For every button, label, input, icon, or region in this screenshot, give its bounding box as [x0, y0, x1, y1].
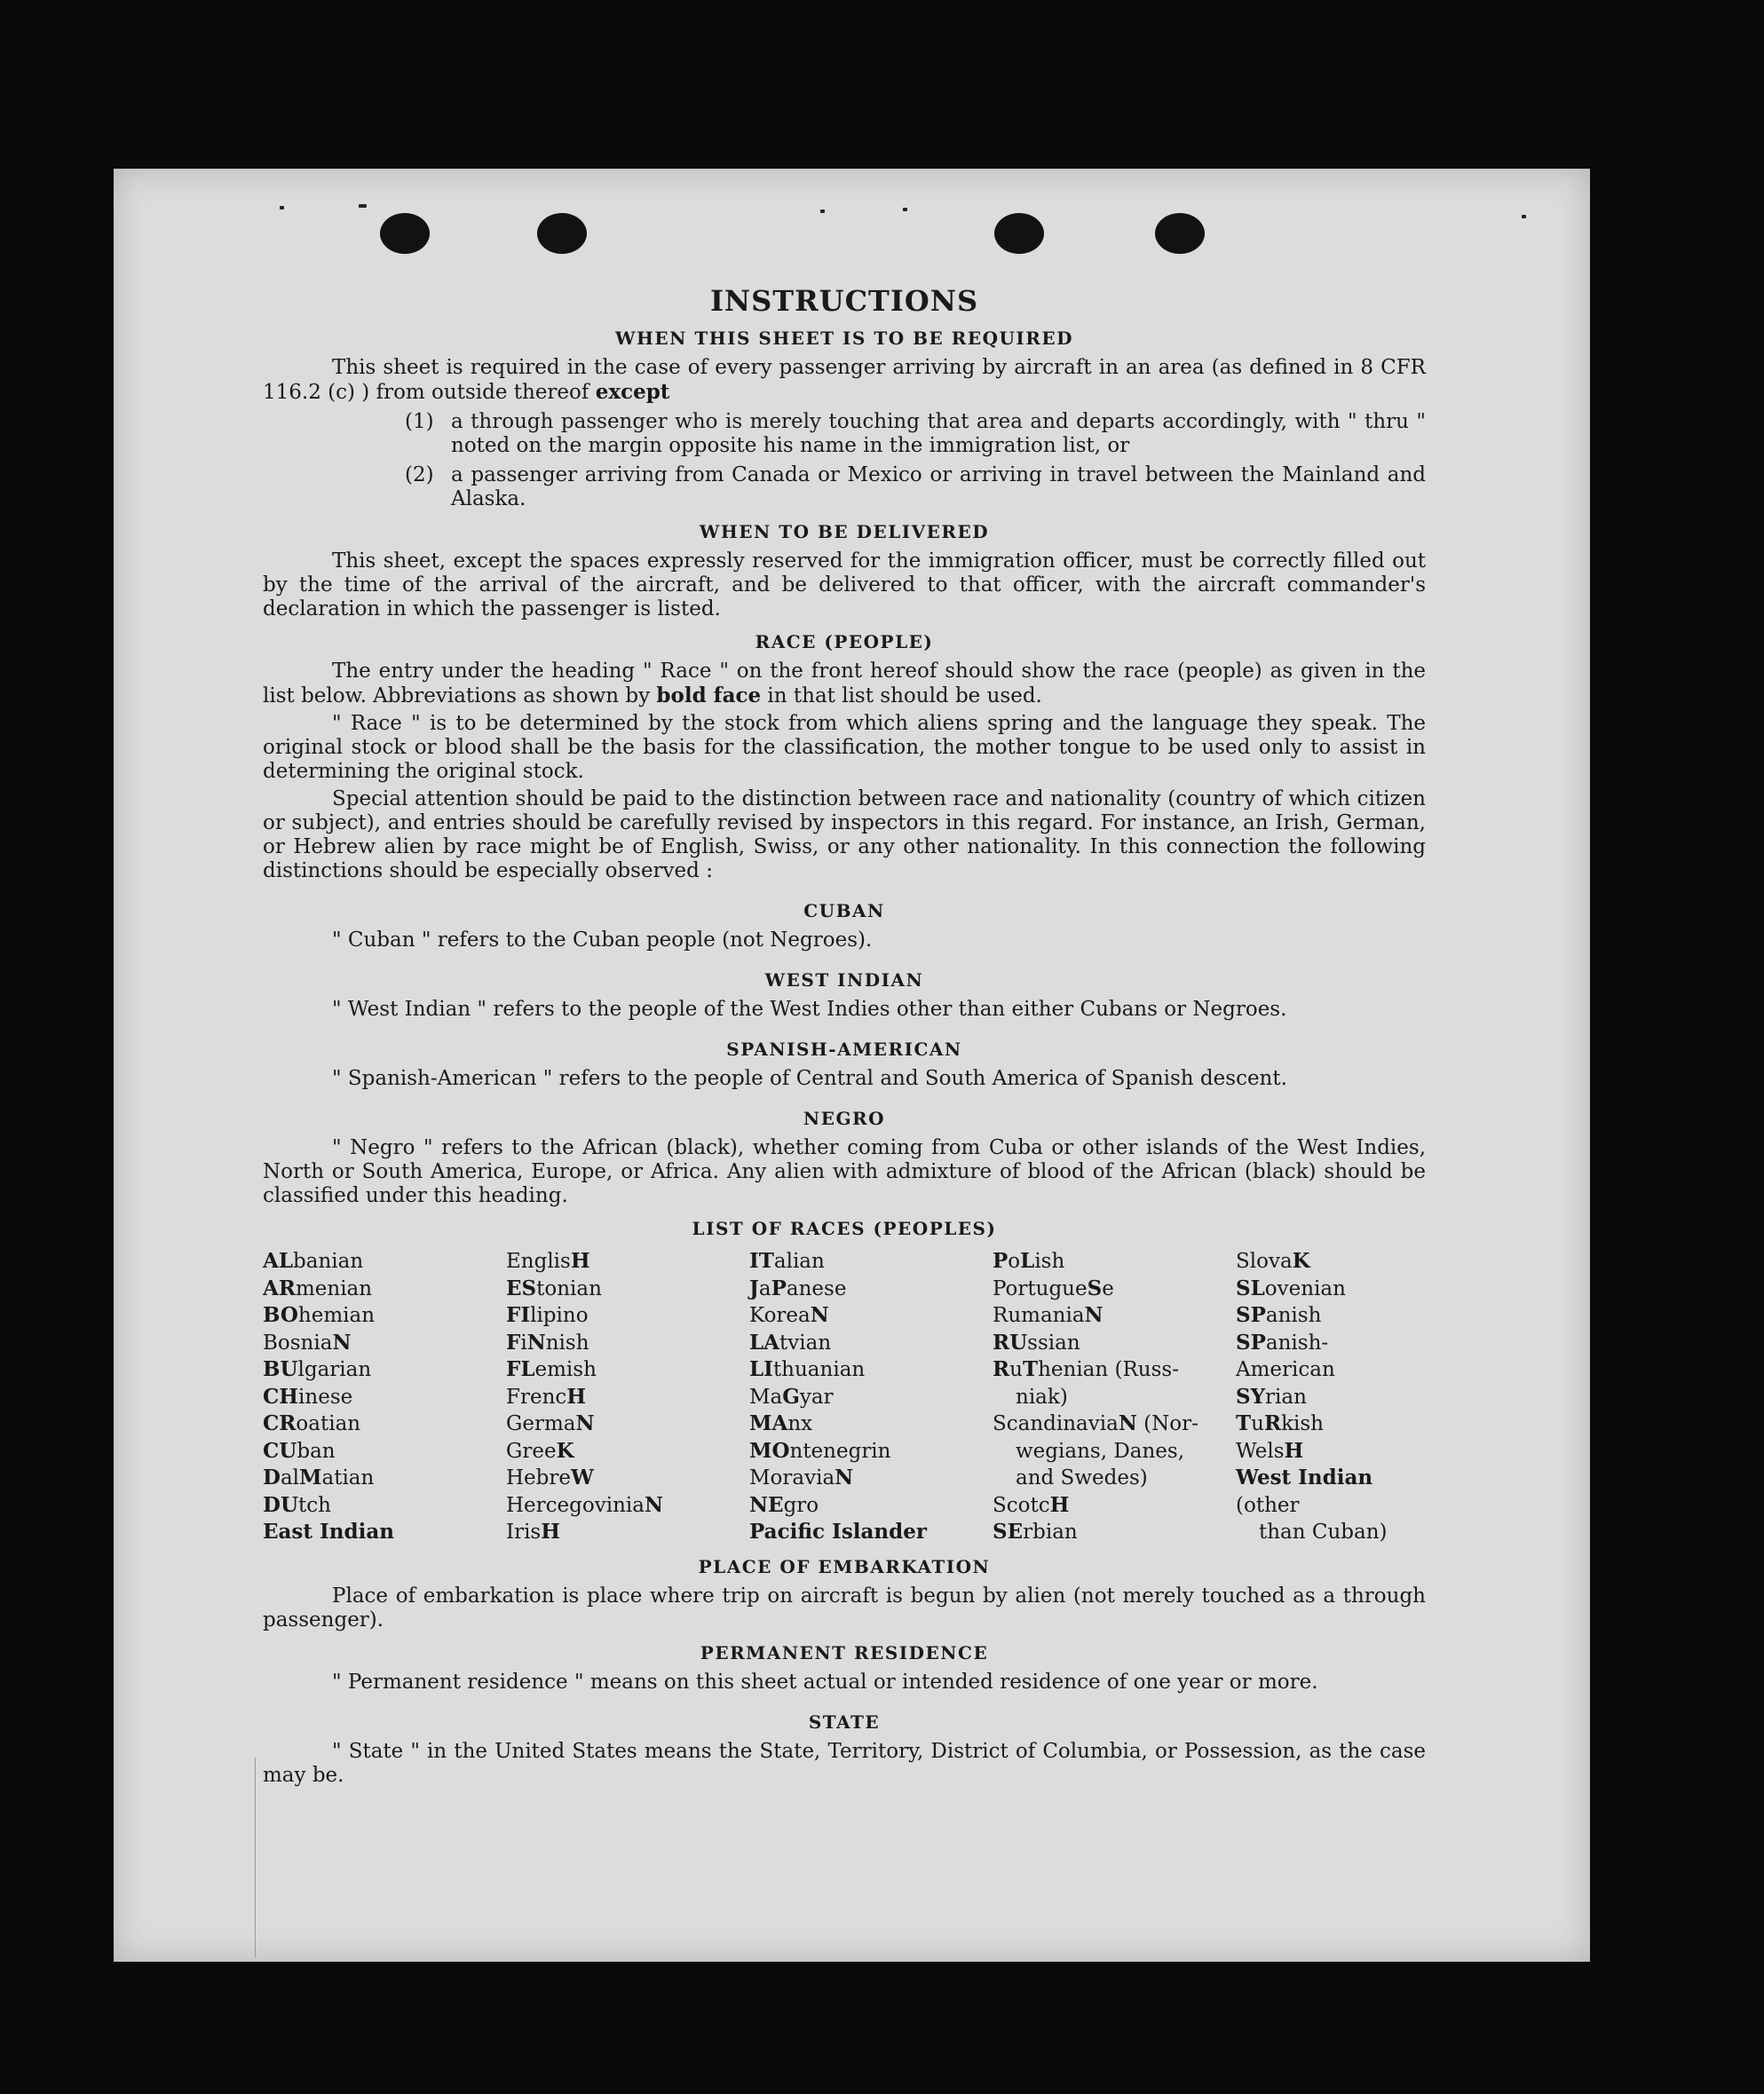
heading-delivered: WHEN TO BE DELIVERED — [699, 521, 990, 542]
race-list-item-continuation: niak) — [1016, 1385, 1068, 1409]
race-list-item: ScandinaviaN (Nor- — [993, 1411, 1198, 1435]
race-list-item: BUlgarian — [263, 1357, 372, 1381]
race-list-item: SlovaK — [1236, 1249, 1310, 1273]
margin-rule — [255, 1758, 256, 1957]
race-list-item: West Indian (other — [1236, 1466, 1373, 1517]
race-list-item: FrencH — [506, 1384, 586, 1409]
race-list-item: IrisH — [506, 1520, 560, 1544]
heading-spanish-american: SPANISH-AMERICAN — [726, 1039, 962, 1060]
race-list-item: MaGyar — [749, 1384, 834, 1409]
paragraph-required: This sheet is required in the case of every passenger arriving by aircraft in an area (as defined in 8 CFR 116.2 (c) ) from outside thereof except — [263, 356, 1426, 404]
race-list-item: ScotcH — [993, 1492, 1070, 1517]
heading-west-indian: WEST INDIAN — [764, 969, 924, 991]
heading-negro: NEGRO — [803, 1108, 886, 1129]
race-list-item: JaPanese — [749, 1276, 847, 1300]
page-title: INSTRUCTIONS — [709, 284, 979, 318]
race-list-item: BosniaN — [263, 1330, 352, 1355]
race-list-item: FiNnish — [506, 1330, 589, 1355]
race-list-item: DUtch — [263, 1492, 331, 1517]
paragraph-delivered: This sheet, except the spaces expressly reserved for the immigration officer, must be correctly filled out by the time of the arrival of the aircraft, and be delivered to that officer, with the aircraft commander's declaration in which the passenger is listed. — [263, 549, 1426, 620]
race-list-column — [749, 1248, 993, 1546]
paragraph-race-1: The entry under the heading " Race " on the front hereof should show the race (people) as given in the list below. Abbreviations as shown by bold face in that list should be used. — [263, 660, 1426, 707]
race-list-item-continuation: wegians, Danes, — [1016, 1439, 1185, 1463]
race-list-item: TuRkish — [1236, 1411, 1324, 1435]
race-list-item: ARmenian — [263, 1276, 373, 1300]
race-list-item: ALbanian — [263, 1249, 364, 1273]
exception-item-2: (2) a passenger arriving from Canada or Mexico or arriving in travel between the Mainland and Alaska. — [405, 463, 1426, 510]
heading-list-of-races: LIST OF RACES (PEOPLES) — [692, 1218, 997, 1239]
race-list-item: FLemish — [506, 1357, 597, 1381]
paragraph-negro: " Negro " refers to the African (black), whether coming from Cuba or other islands of the West Indies, North or South America, Europe, or Africa. Any alien with admixture of blood of the African (black) should be classified under this heading. — [263, 1136, 1426, 1207]
paragraph-race-3: Special attention should be paid to the distinction between race and nationality (country of which citizen or subject), and entries should be carefully revised by inspectors in this regard. For instance, an Irish, German, or Hebrew alien by race might be of English, Swiss, or any other nationality. In this connection the following distinctions should be especially observed : — [263, 787, 1426, 882]
instructions-content — [263, 284, 1426, 1791]
race-list-item: FIlipino — [506, 1303, 589, 1327]
race-list-item: CRoatian — [263, 1411, 361, 1435]
race-list-item: SPanish-American — [1236, 1330, 1335, 1381]
speck — [359, 204, 367, 208]
paragraph-spanish-american: " Spanish-American " refers to the people of Central and South America of Spanish descent. — [332, 1067, 1287, 1090]
race-list-item: CHinese — [263, 1384, 353, 1409]
race-list-item: DalMatian — [263, 1466, 375, 1490]
heading-embarkation: PLACE OF EMBARKATION — [698, 1555, 991, 1577]
paragraph-state: " State " in the United States means the State, Territory, District of Columbia, or Possession, as the case may be. — [263, 1739, 1426, 1787]
race-list-column — [1236, 1248, 1426, 1546]
punch-hole-3 — [994, 213, 1044, 254]
race-list-item: CUban — [263, 1438, 336, 1463]
race-list-item: WelsH — [1236, 1438, 1304, 1463]
speck — [280, 206, 284, 209]
race-list-item: RumaniaN — [993, 1303, 1103, 1327]
race-list-column — [993, 1248, 1236, 1546]
race-list-item: ITalian — [749, 1249, 825, 1273]
race-list-item: MoraviaN — [749, 1466, 854, 1490]
race-list — [263, 1248, 1426, 1546]
race-list-item: SLovenian — [1236, 1276, 1346, 1300]
race-list-column — [263, 1248, 506, 1546]
race-list-item: BOhemian — [263, 1303, 376, 1327]
race-list-item: LIthuanian — [749, 1357, 866, 1381]
race-list-item: MAnx — [749, 1411, 813, 1435]
race-list-item: NEgro — [749, 1492, 819, 1517]
speck — [1522, 215, 1526, 218]
race-list-item: SPanish — [1236, 1303, 1322, 1327]
race-list-item: East Indian — [263, 1520, 394, 1544]
heading-race: RACE (PEOPLE) — [755, 631, 934, 652]
race-list-item-continuation: than Cuban) — [1259, 1521, 1388, 1544]
race-list-item: SErbian — [993, 1520, 1078, 1544]
race-list-item: RUssian — [993, 1330, 1080, 1355]
race-list-item: EStonian — [506, 1276, 602, 1300]
punch-hole-1 — [380, 213, 430, 254]
race-list-item: MOntenegrin — [749, 1438, 891, 1463]
race-list-item: HercegoviniaN — [506, 1492, 663, 1517]
paragraph-cuban: " Cuban " refers to the Cuban people (not Negroes). — [332, 928, 873, 952]
paragraph-west-indian: " West Indian " refers to the people of the West Indies other than either Cubans or Negroes. — [332, 998, 1287, 1021]
race-list-item: HebreW — [506, 1466, 594, 1490]
race-list-item: RuThenian (Russ- — [993, 1357, 1179, 1381]
paragraph-embarkation: Place of embarkation is place where trip on aircraft is begun by alien (not merely touched as a through passenger). — [263, 1584, 1426, 1632]
race-list-item: GermaN — [506, 1411, 595, 1435]
paragraph-residence: " Permanent residence " means on this sheet actual or intended residence of one year or more. — [332, 1670, 1318, 1694]
speck — [903, 208, 907, 211]
race-list-item: PortugueSe — [993, 1276, 1114, 1300]
race-list-item: PoLish — [993, 1249, 1065, 1273]
heading-residence: PERMANENT RESIDENCE — [700, 1641, 989, 1663]
race-list-item: KoreaN — [749, 1303, 829, 1327]
exception-item-1: (1) a through passenger who is merely touching that area and departs accordingly, with " thru " noted on the margin opposite his name in the immigration list, or — [405, 410, 1426, 457]
heading-state: STATE — [808, 1711, 881, 1733]
heading-cuban: CUBAN — [803, 900, 885, 921]
race-list-item: SYrian — [1236, 1384, 1307, 1409]
race-list-column — [506, 1248, 749, 1546]
race-list-item-continuation: and Swedes) — [1016, 1466, 1148, 1490]
race-list-item: EnglisH — [506, 1249, 590, 1273]
punch-hole-4 — [1155, 213, 1205, 254]
speck — [820, 209, 825, 213]
race-list-item: GreeK — [506, 1438, 574, 1463]
heading-required: WHEN THIS SHEET IS TO BE REQUIRED — [615, 328, 1073, 349]
race-list-item: LAtvian — [749, 1330, 832, 1355]
document-sheet — [114, 169, 1590, 1962]
punch-hole-2 — [537, 213, 587, 254]
race-list-item: Pacific Islander — [749, 1520, 927, 1544]
paragraph-race-2: " Race " is to be determined by the stock from which aliens spring and the language they speak. The original stock or blood shall be the basis for the classification, the mother tongue to be used only to assist in determining the original stock. — [263, 712, 1426, 783]
